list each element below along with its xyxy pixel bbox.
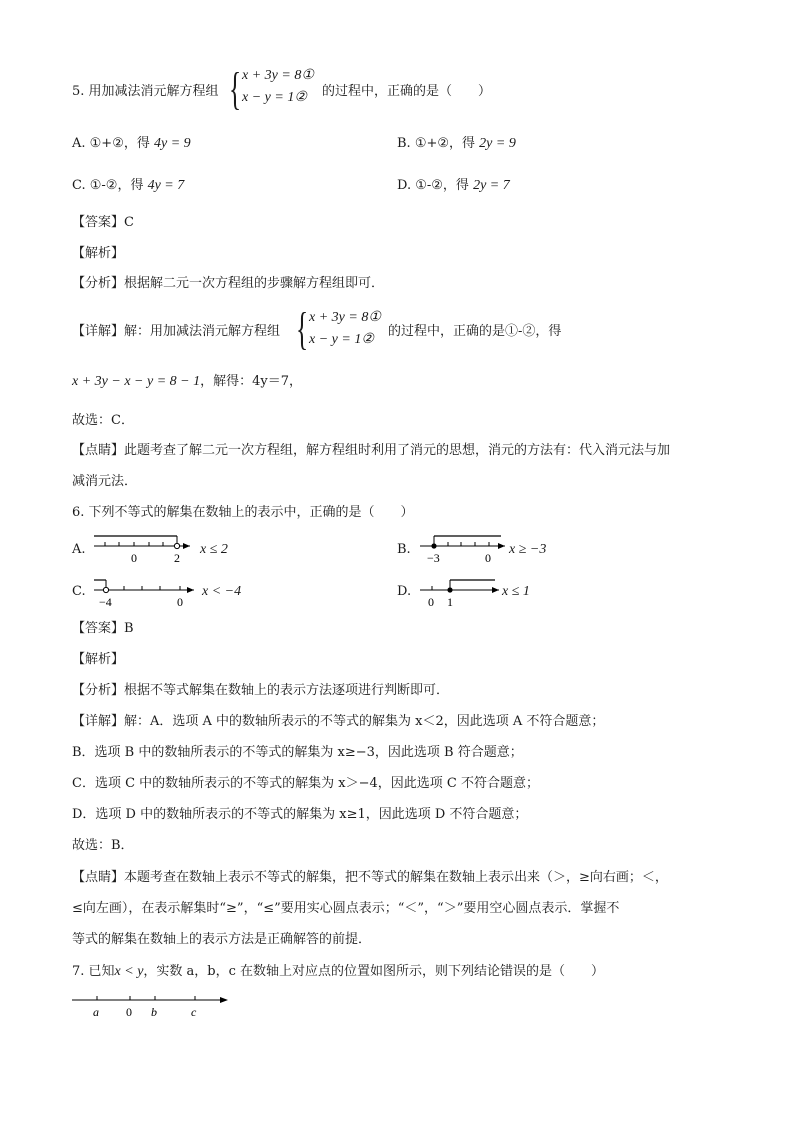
q5-equation-2: x − y = 1②	[242, 90, 307, 105]
q7-stem-suffix: ，实数 a，b，c 在数轴上对应点的位置如图所示，则下列结论错误的是（ ）	[143, 964, 605, 979]
q6-fenxi: 【分析】根据不等式解集在数轴上的表示方法逐项进行判断即可．	[72, 683, 450, 698]
q5-detail-equation-1: x + 3y = 8①	[309, 310, 381, 325]
q6-detail-line-1: 【详解】解：A．选项 A 中的数轴所表示的不等式的解集为 x＜2，因此选项 A 不符合题意；	[72, 714, 605, 729]
q5-calculation	[72, 372, 302, 392]
q6-dianjing-line-3: 等式的解集在数轴上的表示方法是正确解答的前提．	[72, 932, 372, 947]
q7-label-a: a	[93, 1005, 99, 1019]
q5-choice: 故选：C．	[72, 413, 134, 428]
q6-detail-line-2: B．选项 B 中的数轴所表示的不等式的解集为 x≥−3，因此选项 B 符合题意；	[72, 745, 523, 760]
q5-equation-1: x + 3y = 8①	[242, 68, 314, 83]
q6-option-c-number-line	[90, 574, 200, 614]
q7-stem-prefix: 7. 已知	[72, 964, 115, 979]
q6-option-a-tick-0: 0	[131, 551, 137, 565]
q5-option-a	[72, 134, 191, 154]
q6-option-d-tick-1: 1	[447, 595, 453, 609]
q6-option-b-number-line	[415, 530, 515, 570]
q6-stem: 6. 下列不等式的解集在数轴上的表示中，正确的是（ ）	[72, 505, 414, 520]
q6-option-b-tick-neg3: −3	[427, 551, 440, 565]
q6-option-d-condition: x ≤ 1	[502, 584, 530, 599]
q6-option-d-number-line	[415, 574, 515, 614]
q5-system-brace: {	[229, 63, 242, 114]
q5-fenxi: 【分析】根据解二元一次方程组的步骤解方程组即可．	[72, 276, 385, 291]
q5-option-b-label: B. ①+②，得	[397, 136, 476, 151]
q5-option-c	[72, 176, 184, 196]
q5-answer: 【答案】C	[72, 215, 134, 230]
q6-analysis-title: 【解析】	[72, 652, 125, 667]
q5-calc-math: x + 3y − x − y = 8 − 1	[72, 374, 201, 389]
q5-option-a-label: A. ①+②，得	[72, 136, 150, 151]
q5-stem-suffix: 的过程中，正确的是（ ）	[322, 84, 492, 99]
q6-option-a-tick-2: 2	[174, 551, 180, 565]
q6-option-c-tick-neg4: −4	[99, 595, 112, 609]
q5-detail-suffix: 的过程中，正确的是①-②，得	[388, 324, 562, 339]
q6-option-a-number-line	[90, 530, 200, 570]
q6-option-d-tick-0: 0	[428, 595, 434, 609]
q7-stem	[72, 962, 604, 982]
q7-number-line	[70, 990, 240, 1026]
q6-detail-line-3: C．选项 C 中的数轴所表示的不等式的解集为 x＞−4，因此选项 C 不符合题意；	[72, 776, 539, 791]
q6-option-d-letter: D.	[397, 584, 412, 599]
q6-option-c-tick-0: 0	[177, 595, 183, 609]
q6-answer: 【答案】B	[72, 621, 134, 636]
q5-option-c-math: 4y = 7	[147, 178, 185, 193]
q5-stem-prefix: 5. 用加减法消元解方程组	[72, 84, 219, 99]
q6-dianjing-line-2: ≤向左画），在表示解集时“≥”，“≤”要用实心圆点表示；“＜”，“＞”要用空心圆点表示．掌握不	[72, 901, 620, 916]
q6-choice: 故选：B．	[72, 838, 134, 853]
q5-option-a-math: 4y = 9	[154, 136, 191, 151]
q6-option-b-letter: B.	[397, 542, 411, 557]
q7-label-0: 0	[126, 1005, 132, 1019]
q7-label-c: c	[191, 1005, 197, 1019]
q6-option-a-condition: x ≤ 2	[200, 542, 228, 557]
q6-dianjing-line-1: 【点睛】本题考查在数轴上表示不等式的解集，把不等式的解集在数轴上表示出来（＞，≥向右画；＜，	[72, 870, 668, 885]
q5-calc-rest: ，解得：4y＝7，	[200, 374, 302, 389]
q6-detail-line-4: D．选项 D 中的数轴所表示的不等式的解集为 x≥1，因此选项 D 不符合题意；	[72, 807, 528, 822]
q6-option-b-condition: x ≥ −3	[509, 542, 547, 557]
q5-option-b	[397, 134, 516, 154]
q5-detail-brace: {	[296, 303, 309, 354]
q5-dianjing-line-2: 减消元法．	[72, 474, 138, 489]
q5-dianjing-line-1: 【点睛】此题考查了解二元一次方程组，解方程组时利用了消元的思想，消元的方法有：代入消元法与加	[72, 443, 671, 458]
q7-label-b: b	[151, 1005, 157, 1019]
q6-option-c-letter: C.	[72, 584, 86, 599]
q6-option-b-tick-0: 0	[485, 551, 491, 565]
q5-detail-prefix: 【详解】解：用加减法消元解方程组	[72, 324, 281, 339]
q5-analysis-title: 【解析】	[72, 246, 125, 261]
q6-option-c-condition: x < −4	[202, 584, 242, 599]
q5-option-d-math: 2y = 7	[473, 178, 510, 193]
q5-option-c-label: C. ①-②，得	[72, 178, 144, 193]
q5-option-d	[397, 176, 510, 196]
q5-option-d-label: D. ①-②，得	[397, 178, 469, 193]
q5-option-b-math: 2y = 9	[479, 136, 516, 151]
q7-stem-math: x < y	[114, 964, 144, 979]
q5-detail-equation-2: x − y = 1②	[309, 332, 374, 347]
q6-option-a-letter: A.	[72, 542, 86, 557]
